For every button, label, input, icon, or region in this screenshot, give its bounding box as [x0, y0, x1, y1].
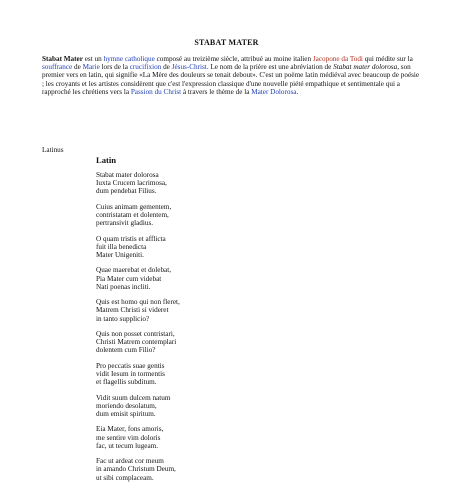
poem-line: in tanto supplicio? [96, 314, 150, 323]
intro-link[interactable]: Marie [82, 63, 100, 72]
poem-line: Pro peccatis suae gentis [96, 361, 165, 370]
intro-text: qui médite sur la [362, 55, 413, 63]
poem-line: Cuius animam gementem, [96, 202, 172, 211]
poem-stanza [96, 362, 276, 387]
poem-line: Pia Mater cum videbat [96, 274, 162, 283]
poem-line: Quae maerebat et dolebat, [96, 266, 172, 275]
poem-heading: Latin [96, 155, 117, 165]
intro-text: de [161, 63, 172, 72]
poem-stanza [96, 266, 276, 291]
poem-line: dum emisit spiritum. [96, 409, 156, 418]
section-label: Latinus [42, 146, 64, 154]
intro-text: . Le nom de la prière est une abréviation de [206, 63, 334, 72]
poem-block [96, 155, 276, 489]
poem-stanza [96, 330, 276, 355]
intro-bold-text: Stabat Mater [42, 55, 83, 63]
poem-line: O quam tristis et afflicta [96, 234, 166, 243]
poem-line: contristatam et dolentem, [96, 211, 169, 219]
poem-line: me sentire vim doloris [96, 433, 161, 442]
poem-line: Iuxta Crucem lacrimosa, [96, 179, 167, 188]
poem-line: Nati poenas incliti. [96, 282, 151, 291]
poem-line: et flagellis subditum. [96, 378, 157, 387]
intro-text: à travers le thème de la [181, 87, 252, 96]
poem-line: moriendo desolatum, [96, 401, 157, 410]
poem-stanza [96, 394, 276, 419]
intro-link[interactable]: Passion du Christ [130, 87, 182, 96]
poem-line: pertransivit gladius. [96, 219, 154, 228]
page-title: STABAT MATER [194, 38, 259, 47]
poem-stanza [96, 457, 276, 482]
intro-link[interactable]: hymne catholique [103, 55, 155, 63]
intro-link[interactable]: crucifixion [129, 63, 162, 72]
intro-link[interactable]: Jésus-Christ [171, 63, 207, 72]
intro-text: . [296, 87, 299, 96]
poem-line: Christi Matrem contemplari [96, 338, 177, 347]
poem-line: fac, ut tecum lugeam. [96, 441, 159, 450]
poem-line: dum pendebat Filius. [96, 187, 157, 196]
poem-stanza [96, 235, 276, 260]
intro-italic-text: Stabat mater dolorosa [333, 63, 398, 72]
poem-stanza [96, 298, 276, 323]
poem-line: vidit Iesum in tormentis [96, 369, 165, 378]
poem-line: fuit illa benedicta [96, 242, 147, 251]
intro-text: de [72, 63, 83, 72]
poem-line: Mater Unigeniti. [96, 251, 144, 259]
intro-link[interactable]: souffrance [42, 63, 73, 72]
intro-link[interactable]: Mater Dolorosa [251, 87, 297, 96]
poem-line: Eia Mater, fons amoris, [96, 425, 164, 434]
poem-line: Quis non posset contristari, [96, 329, 175, 338]
poem-line: Matrem Christi si videret [96, 306, 169, 315]
poem-line: Fac ut ardeat cor meum [96, 457, 164, 466]
poem-stanza [96, 171, 276, 196]
intro-link[interactable]: Jacopone da Todi [312, 55, 363, 63]
poem-line: ut sibi complaceam. [96, 473, 154, 482]
poem-line: Quis est homo qui non fleret, [96, 298, 180, 307]
intro-text: lors de la [99, 63, 130, 72]
poem-line: Vidit suum dulcem natum [96, 393, 171, 402]
poem-line: dolentem cum Filio? [96, 346, 156, 355]
poem-stanza [96, 203, 276, 228]
stanza-list [96, 171, 276, 482]
poem-line: Stabat mater dolorosa [96, 171, 159, 179]
intro-text: composé au treizième siècle, attribué au moine italien [154, 55, 313, 63]
poem-line: in amando Christum Deum, [96, 465, 176, 474]
intro-text: , son premier vers en latin, qui signifie «La Mère des douleurs se tenait debout». C'est un poème latin médiéval avec beaucoup de poésie ; les croyants et les artistes considèrent que c'est l'expression classique d'une nouvelle piété empathique et sentimentale qui a rapproché les chrétiens vers la [42, 63, 420, 96]
intro-text: est un [82, 55, 104, 63]
poem-stanza [96, 425, 276, 450]
intro-paragraph [42, 55, 420, 96]
